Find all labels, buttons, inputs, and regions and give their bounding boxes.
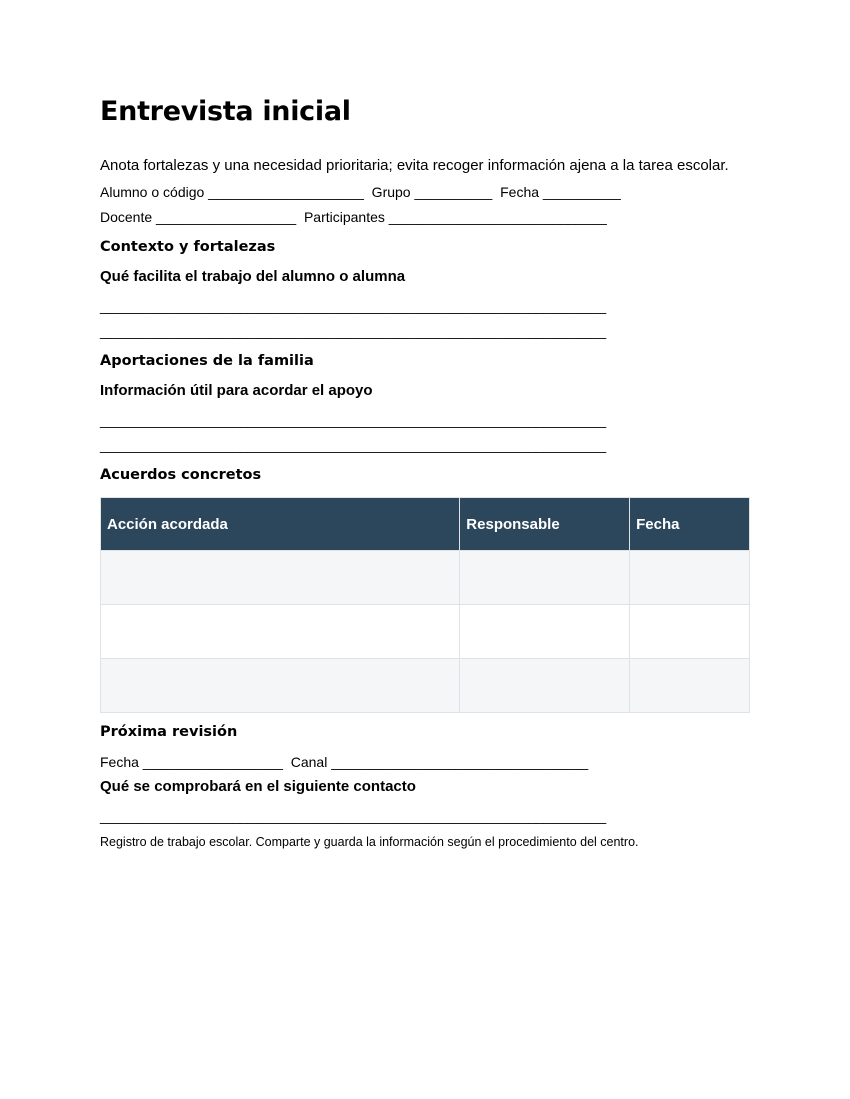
- document-content: [100, 94, 750, 850]
- table-cell: [460, 659, 630, 713]
- answer-line: _________________________________________________________________: [100, 808, 607, 824]
- table-row: [101, 659, 750, 713]
- footer-note: Registro de trabajo escolar. Comparte y guarda la información según el procedimiento del centro.: [100, 835, 639, 849]
- section-heading-context: Contexto y fortalezas: [100, 239, 276, 255]
- column-header-date: Fecha: [630, 498, 750, 551]
- header-fields-student: Alumno o código ____________________ Grupo __________ Fecha __________: [100, 184, 621, 200]
- table-cell: [460, 605, 630, 659]
- section-heading-family: Aportaciones de la familia: [100, 353, 314, 369]
- column-header-responsible: Responsable: [460, 498, 630, 551]
- table-cell: [101, 605, 460, 659]
- review-fields: Fecha __________________ Canal _________________________________: [100, 754, 589, 770]
- table-cell: [630, 659, 750, 713]
- header-fields-teacher: Docente __________________ Participantes ____________________________: [100, 209, 607, 225]
- table-row: [101, 605, 750, 659]
- intro-text: Anota fortalezas y una necesidad prioritaria; evita recoger información ajena a la tarea escolar.: [100, 157, 729, 174]
- question-family: Información útil para acordar el apoyo: [100, 382, 373, 399]
- table-cell: [630, 551, 750, 605]
- answer-line: _________________________________________________________________: [100, 323, 607, 339]
- agreements-table: [100, 497, 750, 713]
- table-cell: [101, 551, 460, 605]
- answer-line: _________________________________________________________________: [100, 298, 607, 314]
- answer-line: _________________________________________________________________: [100, 412, 607, 428]
- question-context: Qué facilita el trabajo del alumno o alumna: [100, 268, 406, 285]
- table-cell: [630, 605, 750, 659]
- section-heading-agreements: Acuerdos concretos: [100, 467, 262, 483]
- table-header-row: [101, 498, 750, 551]
- answer-line: _________________________________________________________________: [100, 437, 607, 453]
- table-row: [101, 551, 750, 605]
- section-heading-review: Próxima revisión: [100, 724, 238, 740]
- page-title: Entrevista inicial: [100, 96, 351, 127]
- question-review: Qué se comprobará en el siguiente contacto: [100, 778, 416, 795]
- table-cell: [460, 551, 630, 605]
- column-header-action: Acción acordada: [101, 498, 460, 551]
- table-cell: [101, 659, 460, 713]
